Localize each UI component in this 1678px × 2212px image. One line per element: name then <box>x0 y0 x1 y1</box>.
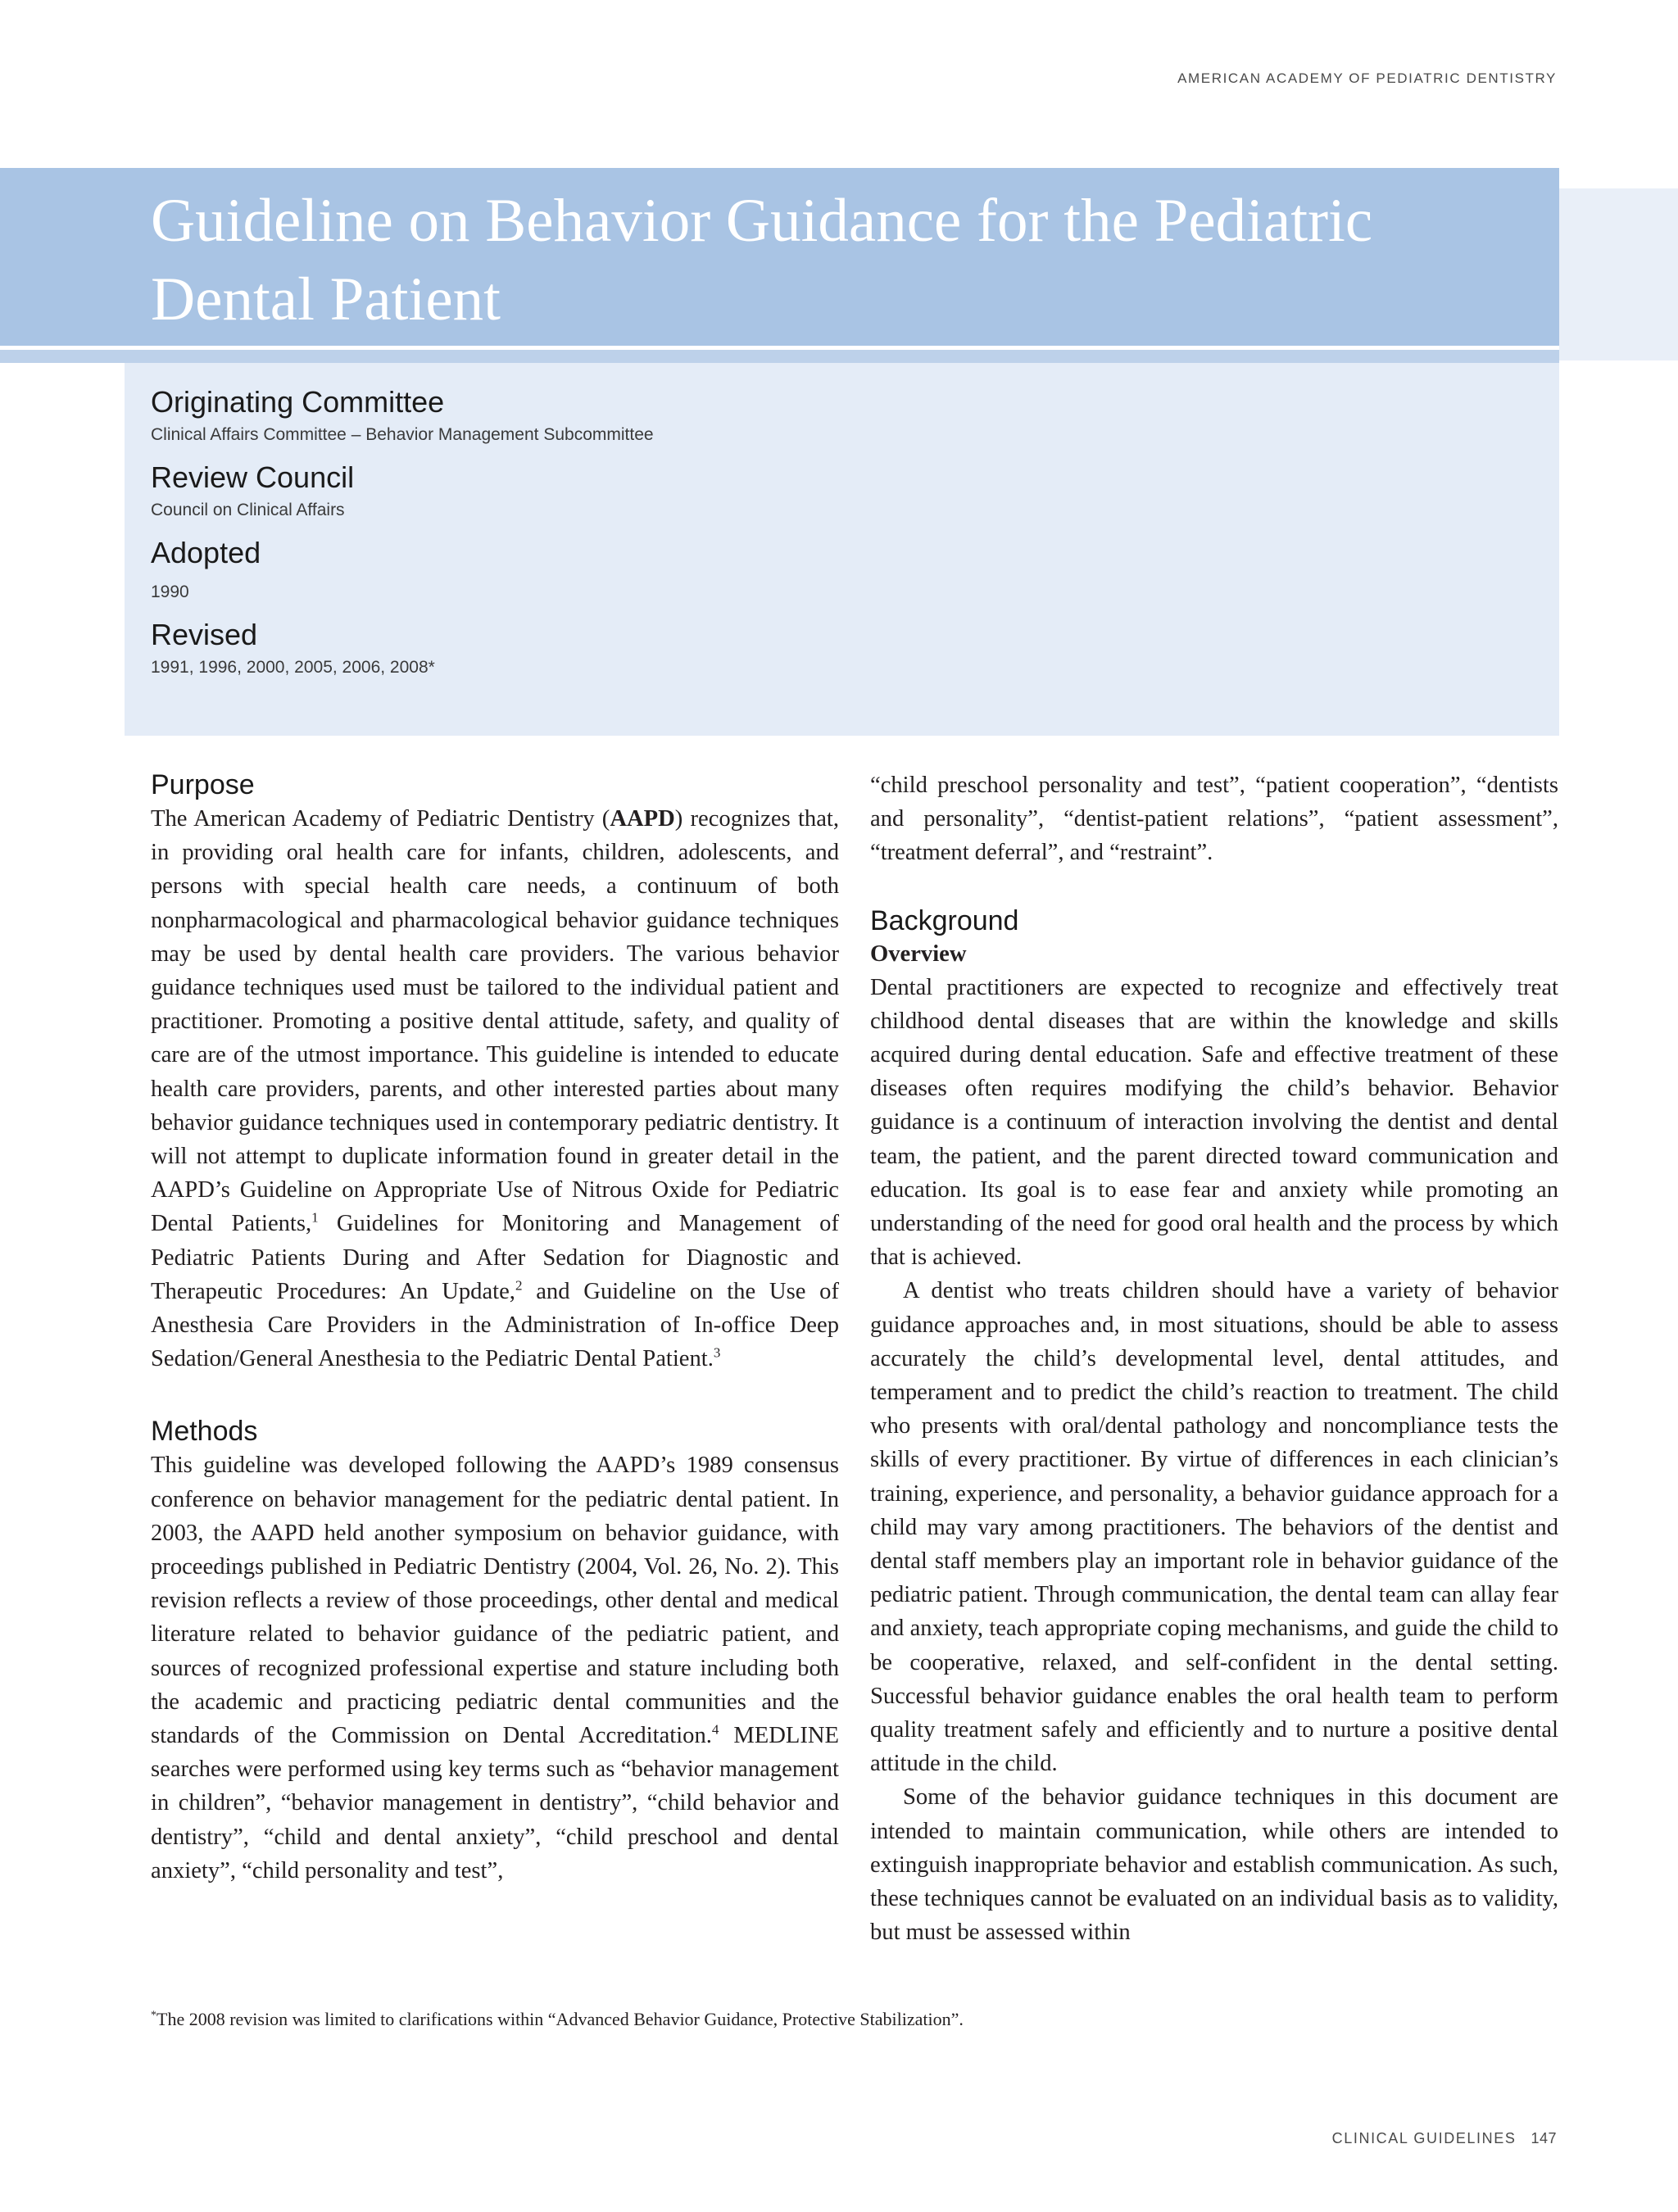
right-column <box>870 768 1558 1950</box>
footnote <box>151 2007 1544 2032</box>
citation-ref: 2 <box>515 1277 523 1294</box>
purpose-paragraph <box>151 802 839 1376</box>
document-title <box>151 182 1544 339</box>
citation-ref: 3 <box>713 1344 721 1361</box>
page-number: 147 <box>1531 2130 1557 2146</box>
title-band-underline <box>0 350 1559 363</box>
footnote-text: The 2008 revision was limited to clarifications within “Advanced Behavior Guidance, Protective Stabilization”. <box>156 2009 964 2029</box>
title-line-2: Dental Patient <box>151 265 501 333</box>
purpose-text: The American Academy of Pediatric Dentistry ( <box>151 806 610 832</box>
running-head: AMERICAN ACADEMY OF PEDIATRIC DENTISTRY <box>1177 70 1557 86</box>
background-paragraph-1: Dental practitioners are expected to recognize and effectively treat childhood dental diseases that are within the knowledge and skills acquired during dental education. Safe and effective treatment of these diseases often requires modifying the child’s behavior. Behavior guidance is a continuum of interaction involving the dentist and dental team, the patient, and the parent directed toward communication and education. Its goal is to ease fear and anxiety while promoting an understanding of the need for good oral health and the process by which that is achieved. <box>870 974 1558 1271</box>
purpose-text: and Guideline on the Use of Anesthesia Care Providers in the Administration of In-office Deep Sedation/General Anesthesia to the Pediatric Dental Patient. <box>151 1278 839 1372</box>
meta-revised <box>151 618 1462 683</box>
meta-originating-committee <box>151 385 1462 451</box>
background-heading: Background <box>870 904 1019 936</box>
citation-ref: 1 <box>311 1209 319 1226</box>
aapd-abbreviation: AAPD <box>610 806 675 832</box>
overview-subheading: Overview <box>870 941 967 967</box>
meta-review-council <box>151 460 1462 526</box>
meta-label: Review Council <box>151 460 355 494</box>
title-band-accent <box>1559 188 1678 360</box>
purpose-text: ) recognizes that, in providing oral health care for infants, children, adolescents, and persons with special health care needs, a continuum of both nonpharmacological and pharmacological behavior guidance techniques may be used by dental health care providers. The various behavior guidance techniques used must be tailored to the individual patient and practitioner. Promoting a positive dental attitude, safety, and quality of care are of the utmost importance. This guideline is intended to educate health care providers, parents, and other interested parties about many behavior guidance techniques used in contemporary pediatric dentistry. It will not attempt to duplicate information found in greater detail in the AAPD’s Guideline on Appropriate Use of Nitrous Oxide for Pediatric Dental Patients, <box>151 806 839 1237</box>
footnote-mark: * <box>151 2009 156 2022</box>
methods-text: MEDLINE searches were performed using key terms such as “behavior management in children”, “behavior management in dentistry”, “child behavior and dentistry”, “child and dental anxiety”, “child preschool and dental anxiety”, “child personality and test”, <box>151 1723 839 1883</box>
left-column <box>151 768 839 1888</box>
background-paragraph-2: A dentist who treats children should have a variety of behavior guidance approaches and, in most situations, should be able to assess accurately the child’s developmental level, dental attitudes, and temperament and to predict the child’s reaction to treatment. The child who presents with oral/dental pathology and noncompliance tests the skills of every practitioner. By virtue of differences in each clinician’s training, experience, and personality, a behavior guidance approach for a child may vary among practitioners. The behaviors of the dentist and dental staff members play an important role in behavior guidance of the pediatric patient. Through communication, the dental team can allay fear and anxiety, teach appropriate coping mechanisms, and guide the child to be cooperative, relaxed, and self-confident in the dental setting. Successful behavior guidance enables the oral health team to perform quality treatment safely and efficiently and to nurture a positive dental attitude in the child. <box>870 1278 1558 1777</box>
methods-paragraph-continued: “child preschool personality and test”, “patient cooperation”, “dentists and personality”, “dentist-patient relations”, “patient assessment”, “treatment deferral”, and “restraint”. <box>870 773 1558 866</box>
meta-label: Originating Committee <box>151 385 445 419</box>
meta-value: 1990 <box>151 582 189 601</box>
meta-value: Council on Clinical Affairs <box>151 501 345 519</box>
background-paragraph-3: Some of the behavior guidance techniques in this document are intended to maintain communication, while others are intended to extinguish inappropriate behavior and establish communication. As such, these techniques cannot be evaluated on an individual basis as to validity, but must be assessed within <box>870 1784 1558 1946</box>
meta-adopted <box>151 536 1462 608</box>
metadata-list <box>151 375 1462 683</box>
citation-ref: 4 <box>711 1721 719 1738</box>
page-footer <box>1332 2130 1557 2147</box>
title-line-1: Guideline on Behavior Guidance for the Pediatric <box>151 187 1373 255</box>
purpose-heading: Purpose <box>151 769 255 800</box>
meta-label: Revised <box>151 618 258 651</box>
meta-value: 1991, 1996, 2000, 2005, 2006, 2008* <box>151 658 435 677</box>
methods-text: This guideline was developed following the AAPD’s 1989 consensus conference on behavior management for the pediatric dental patient. In 2003, the AAPD held another symposium on behavior guidance, with proceedings published in Pediatric Dentistry (2004, Vol. 26, No. 2). This revision reflects a review of those proceedings, other dental and medical literature related to behavior guidance of the pediatric patient, and sources of recognized professional expertise and stature including both the academic and practicing pediatric dental communities and the standards of the Commission on Dental Accreditation. <box>151 1453 839 1749</box>
purpose-text: Guidelines for Monitoring and Management of Pediatric Patients During and After Sedation for Diagnostic and Therapeutic Procedures: An Update, <box>151 1211 839 1304</box>
meta-label: Adopted <box>151 536 261 569</box>
methods-paragraph <box>151 1448 839 1888</box>
meta-value: Clinical Affairs Committee – Behavior Management Subcommittee <box>151 425 654 444</box>
methods-heading: Methods <box>151 1416 258 1448</box>
footer-section: CLINICAL GUIDELINES <box>1331 2130 1517 2146</box>
